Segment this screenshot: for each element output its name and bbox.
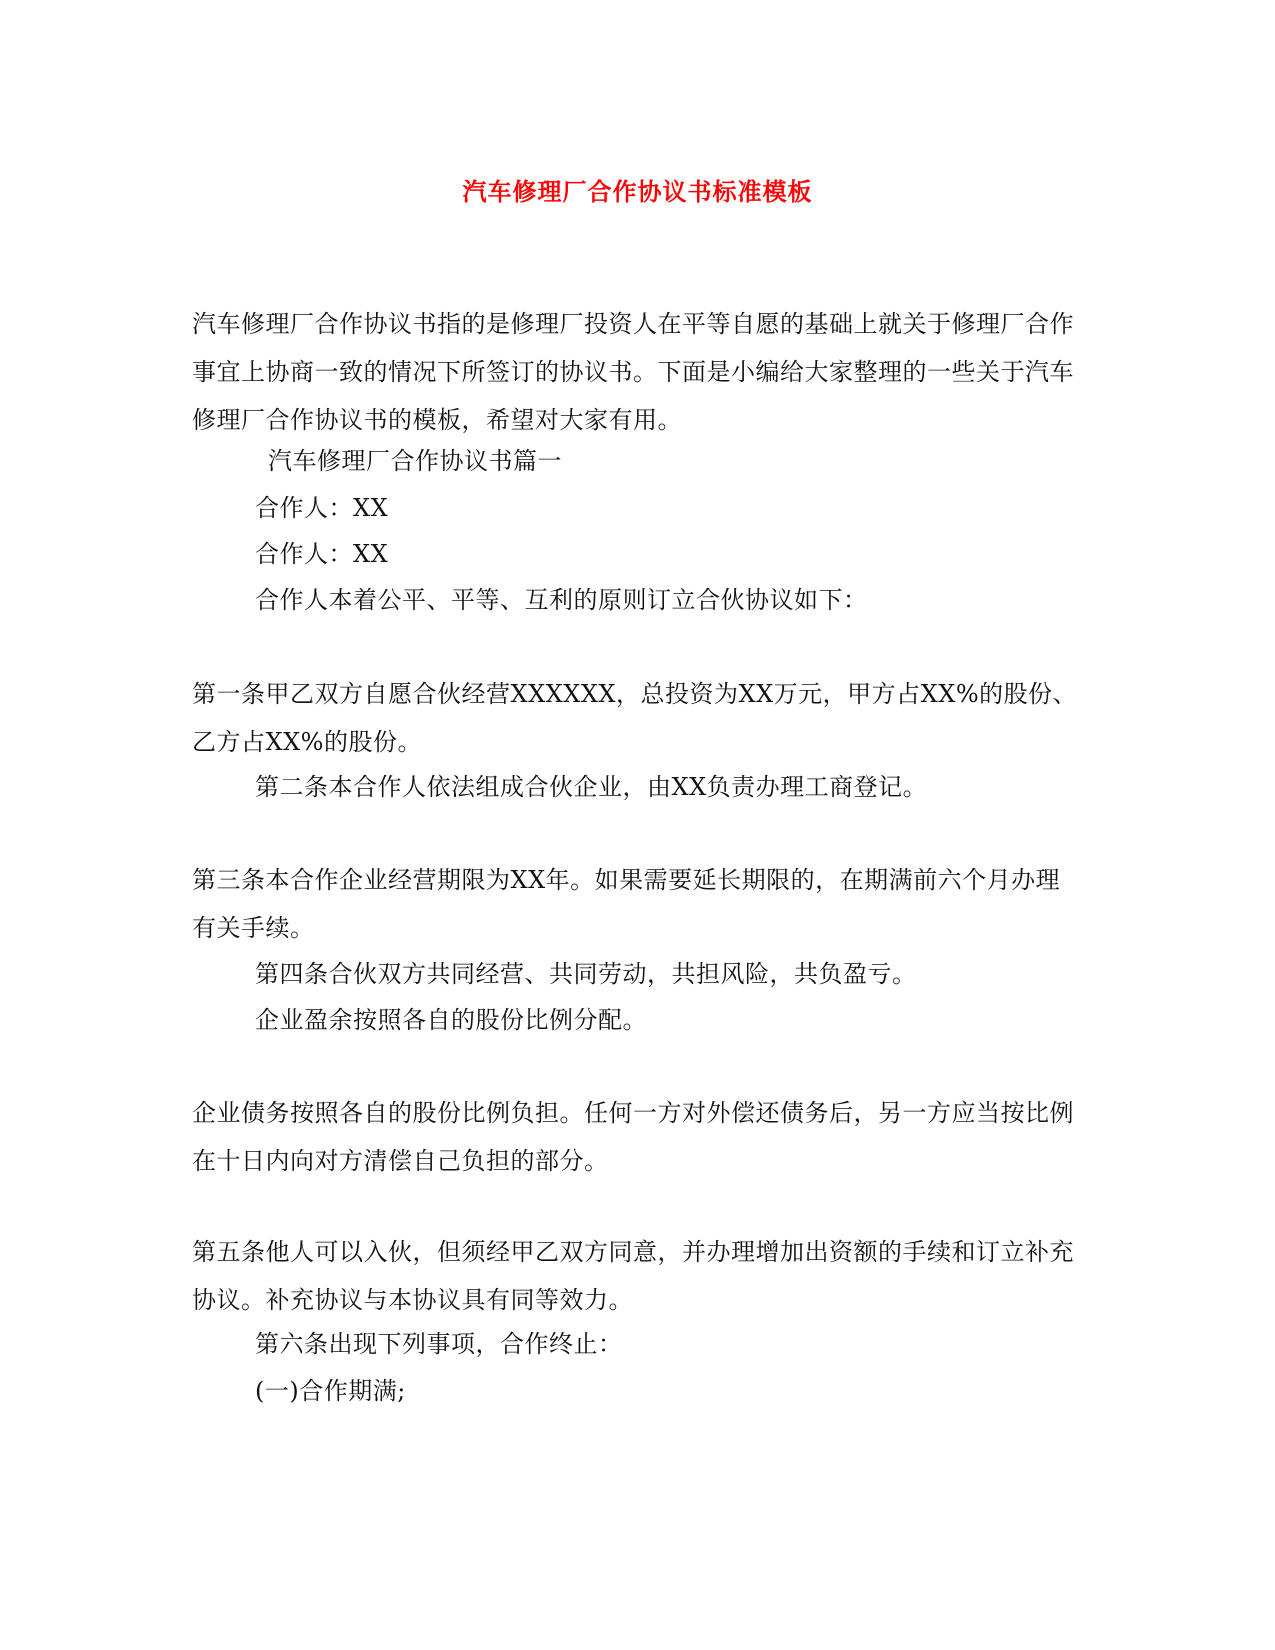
article-1: 第一条甲乙双方自愿合伙经营XXXXXX，总投资为XX万元，甲方占XX%的股份、乙方占XX%的股份。 — [192, 680, 1078, 756]
principle-paragraph: 合作人本着公平、平等、互利的原则订立合伙协议如下： — [255, 586, 868, 614]
partner-line-2: 合作人：XX — [255, 540, 389, 568]
intro-paragraph: 汽车修理厂合作协议书指的是修理厂投资人在平等自愿的基础上就关于修理厂合作事宜上协商一致的情况下所签订的协议书。下面是小编给大家整理的一些关于汽车修理厂合作协议书的模板，希望对大家有用。 — [192, 310, 1074, 434]
article-3: 第三条本合作企业经营期限为XX年。如果需要延长期限的，在期满前六个月办理有关手续。 — [192, 866, 1061, 942]
article-6: 第六条出现下列事项，合作终止： — [255, 1330, 623, 1358]
article-5: 第五条他人可以入伙，但须经甲乙双方同意，并办理增加出资额的手续和订立补充协议。补充协议与本协议具有同等效力。 — [192, 1238, 1074, 1314]
article-4: 第四条合伙双方共同经营、共同劳动，共担风险，共负盈亏。 — [255, 960, 917, 988]
partner-line-1: 合作人：XX — [255, 494, 389, 522]
article-2: 第二条本合作人依法组成合伙企业，由XX负责办理工商登记。 — [255, 773, 928, 801]
debt-paragraph: 企业债务按照各自的股份比例负担。任何一方对外偿还债务后，另一方应当按比例在十日内向对方清偿自己负担的部分。 — [192, 1099, 1074, 1175]
section-heading: 汽车修理厂合作协议书篇一 — [268, 447, 562, 475]
profit-paragraph: 企业盈余按照各自的股份比例分配。 — [255, 1006, 647, 1034]
termination-item-1: (一)合作期满; — [255, 1377, 406, 1405]
document-title: 汽车修理厂合作协议书标准模板 — [462, 178, 813, 206]
